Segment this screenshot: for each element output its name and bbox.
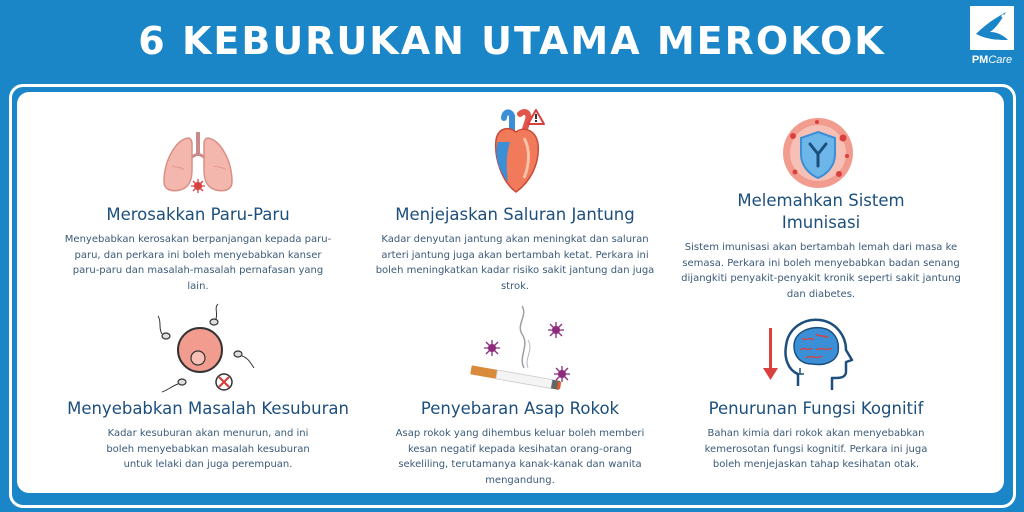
item-description: Asap rokok yang dihembus keluar boleh memberi kesan negatif kepada kesihatan orang-orang sekeliling, terutamanya kanak-kanak dan wanita mengandung. bbox=[395, 428, 645, 486]
immune-shield-icon bbox=[781, 116, 855, 190]
item-title: Menjejaskan Saluran Jantung bbox=[395, 205, 635, 224]
heart-warning-icon bbox=[484, 108, 548, 198]
item-title: Menyebabkan Masalah Kesuburan bbox=[67, 399, 349, 418]
item-description: Menyebabkan kerosakan berpanjangan kepada paru-paru, dan perkara ini boleh menyebabkan kanser paru-paru dan masalah-masalah pernafasan yang lain. bbox=[64, 234, 332, 292]
item-title: Penyebaran Asap Rokok bbox=[420, 399, 620, 418]
brain-decline-icon bbox=[760, 312, 856, 394]
item-title: Merosakkan Paru-Paru bbox=[106, 205, 290, 224]
item-immune bbox=[676, 190, 966, 302]
lungs-icon bbox=[158, 126, 238, 194]
item-cognitive bbox=[676, 398, 956, 473]
item-description: Sistem imunisasi akan bertambah lemah dari masa ke semasa. Perkara ini boleh menyebabkan badan senang dijangkiti penyakit-penyakit kronik seperti sakit jantung dan diabetes. bbox=[681, 242, 961, 300]
page-title: 6 KEBURUKAN UTAMA MEROKOK bbox=[138, 19, 886, 63]
logo-text: PMCare bbox=[971, 54, 1013, 66]
item-description: Kadar kesuburan akan menurun, and ini boleh menyebabkan masalah kesuburan untuk lelaki dan juga perempuan. bbox=[106, 428, 310, 470]
dove-icon bbox=[970, 6, 1014, 50]
pmcare-logo bbox=[970, 6, 1014, 82]
item-description: Bahan kimia dari rokok akan menyebabkan kemerosotan fungsi kognitif. Perkara ini juga boleh menjejaskan tahap kesihatan otak. bbox=[704, 428, 928, 470]
cigarette-smoke-icon bbox=[464, 304, 576, 396]
item-title: Melemahkan Sistem Imunisasi bbox=[737, 191, 905, 232]
item-description: Kadar denyutan jantung akan meningkat dan saluran arteri jantung juga akan bertambah ketat. Perkara ini boleh meningkatkan kadar risiko sakit jantung dan juga strok. bbox=[375, 234, 655, 292]
item-smoke bbox=[375, 398, 665, 488]
item-fertility bbox=[48, 398, 368, 473]
item-heart bbox=[370, 204, 660, 294]
item-title: Penurunan Fungsi Kognitif bbox=[708, 399, 924, 418]
item-lungs bbox=[63, 204, 333, 294]
fertility-icon bbox=[152, 302, 256, 394]
